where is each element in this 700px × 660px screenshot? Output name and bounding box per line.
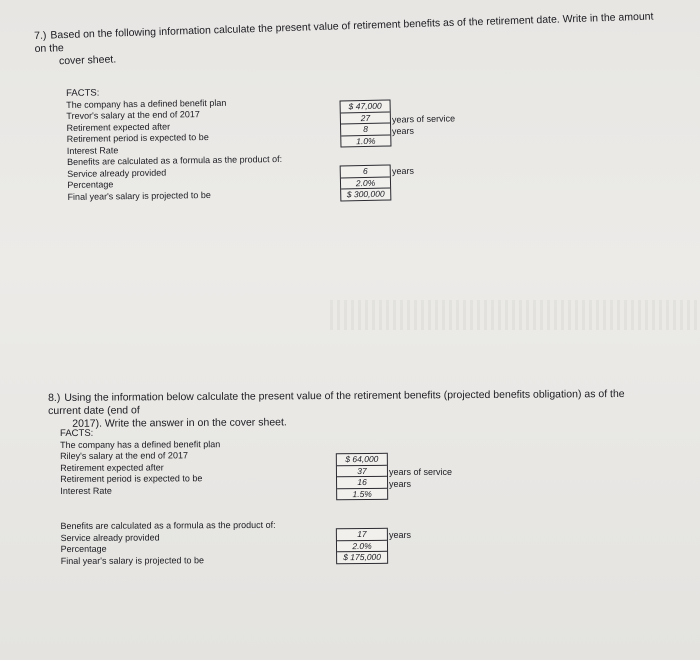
value-cell-interest-rate: 1.5% bbox=[337, 487, 387, 499]
side-label-years-of-service: years of service bbox=[389, 467, 453, 477]
facts-header: FACTS: bbox=[66, 87, 100, 99]
fact-line: The company has a defined benefit plan bbox=[66, 97, 227, 110]
value-cell-service-years: 27 bbox=[341, 111, 390, 124]
question-7-value-box-b bbox=[340, 164, 392, 201]
question-8-text-line2: 2017). Write the answer in on the cover sheet. bbox=[72, 416, 287, 430]
fact-line: Service already provided bbox=[60, 531, 160, 543]
value-cell-salary: $ 47,000 bbox=[348, 100, 382, 112]
fact-line: Percentage bbox=[67, 179, 114, 190]
value-cell-retirement-years: 16 bbox=[337, 476, 387, 488]
value-cell-service-provided: 17 bbox=[357, 528, 367, 540]
value-cell-final-salary: $ 300,000 bbox=[341, 187, 390, 200]
value-cell-salary: $ 64,000 bbox=[345, 453, 379, 465]
side-label-years: years bbox=[391, 165, 415, 177]
question-7-text-line2: cover sheet. bbox=[58, 53, 117, 68]
fact-line: Interest Rate bbox=[66, 144, 119, 156]
question-7-prompt bbox=[34, 10, 665, 69]
fact-line: Riley's salary at the end of 2017 bbox=[60, 450, 188, 461]
fact-line: Final year's salary is projected to be bbox=[67, 189, 211, 202]
value-cell-retirement-years: 8 bbox=[341, 122, 390, 135]
shadow-texture bbox=[330, 300, 700, 330]
spacer bbox=[60, 496, 275, 521]
side-label-years-of-service: years of service bbox=[391, 113, 456, 125]
fact-line: Retirement period is expected to be bbox=[60, 473, 203, 484]
fact-line: Final year's salary is projected to be bbox=[60, 554, 205, 566]
fact-line: Interest Rate bbox=[60, 485, 112, 496]
question-8-prompt bbox=[48, 388, 658, 431]
question-7-text-line1: Based on the following information calculate the present value of retirement benefits as of the retirement date. Write in the amount on the bbox=[34, 10, 654, 55]
value-cell-service-years: 37 bbox=[337, 464, 387, 476]
value-cell-percentage: 2.0% bbox=[337, 539, 387, 551]
fact-line: Retirement expected after bbox=[66, 121, 171, 133]
question-7-number: 7.) bbox=[34, 29, 47, 42]
question-7-facts bbox=[66, 85, 283, 203]
value-cell-interest-rate: 1.0% bbox=[341, 134, 390, 147]
facts-header: FACTS: bbox=[60, 427, 94, 439]
fact-line: Percentage bbox=[60, 543, 107, 554]
question-8-number: 8.) bbox=[48, 391, 61, 404]
fact-line: Trevor's salary at the end of 2017 bbox=[66, 109, 200, 121]
side-label-years: years bbox=[391, 125, 415, 137]
side-label-years: years bbox=[389, 530, 412, 540]
fact-line: Retirement expected after bbox=[60, 461, 164, 473]
question-7-value-box-a bbox=[340, 99, 392, 147]
question-8-value-box-a bbox=[336, 453, 388, 500]
question-8-facts bbox=[60, 427, 276, 567]
question-8-value-box-b bbox=[336, 528, 388, 564]
value-cell-service-provided: 6 bbox=[362, 165, 368, 177]
fact-line: The company has a defined benefit plan bbox=[60, 438, 221, 450]
value-cell-final-salary: $ 175,000 bbox=[337, 551, 387, 563]
fact-line: Benefits are calculated as a formula as the product of: bbox=[60, 519, 276, 531]
value-cell-percentage: 2.0% bbox=[341, 176, 390, 189]
question-8-text-line1: Using the information below calculate the present value of the retirement benefits (projected benefits obligation) as of the current date (end of bbox=[48, 387, 625, 417]
side-label-years: years bbox=[389, 479, 412, 489]
fact-line: Retirement period is expected to be bbox=[66, 132, 209, 144]
fact-line: Service already provided bbox=[67, 167, 167, 179]
fact-line: Benefits are calculated as a formula as the product of: bbox=[66, 153, 283, 167]
